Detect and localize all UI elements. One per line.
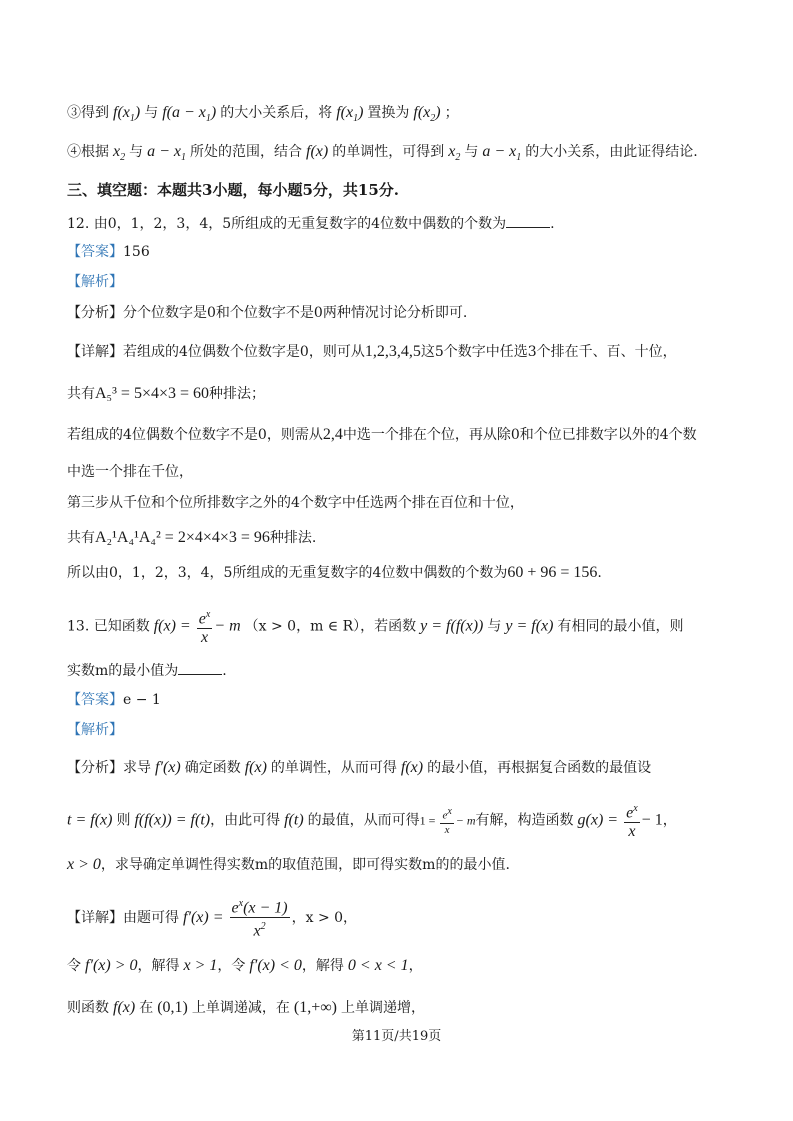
q12-detail-line4: 中选一个排在千位， <box>67 464 193 480</box>
q13-fenxi-line2: t = f(x) 则 f(f(x)) = f(t)，由此可得 f(t) 的最值，从而可得1 = $\frac{e^x}{x}$ − m有解，构造函数 g(x) = $\frac{e^x}{x}$ − 1， <box>67 800 753 841</box>
q12-fenxi: 【分析】分个位数字是0和个位数字不是0两种情况讨论分析即可. <box>67 305 468 321</box>
q12-analysis-tag: 【解析】 <box>67 274 123 290</box>
question-12-stem: 12. 由0，1，2，3，4，5所组成的无重复数字的4位数中偶数的个数为 . <box>67 213 753 234</box>
text-line-step3: ③得到 $f(x_1)$ 与 $f(a - x_1)$ 的大小关系后，将 $f(x_1)$ 置换为 $f(x_2)$ ； <box>67 104 459 125</box>
q13-analysis-tag: 【解析】 <box>67 722 123 738</box>
q13-fenxi-line3: x > 0，求导确定单调性得实数m的取值范围，即可得实数m的的最小值. <box>67 856 510 873</box>
q12-detail-line7: 所以由0，1，2，3，4，5所组成的无重复数字的4位数中偶数的个数为60 + 96 = 156. <box>67 564 602 581</box>
q12-detail-line2: 共有A₅³ = 5×4×3 = 60种排法； <box>67 385 266 402</box>
q13-fenxi-line1: 【分析】求导 f′(x) 确定函数 f(x) 的单调性，从而可得 f(x) 的最小值，再根据复合函数的最值设 <box>67 759 652 776</box>
answer-blank <box>178 660 222 675</box>
question-13-stem: 13. 已知函数 f(x) = $\frac{e^x}{x}$ − m （x > 0，m ∈ R），若函数 y = f(f(x)) 与 y = f(x) 有相同的最小值，则 <box>67 606 753 647</box>
q12-answer: 【答案】156 <box>67 244 150 260</box>
q13-detail-line3: 则函数 f(x) 在 (0,1) 上单调递减，在 (1,+∞) 上单调递增， <box>67 999 425 1016</box>
q13-answer: 【答案】e − 1 <box>67 692 161 708</box>
page-footer: 第11页/共19页 <box>351 1029 442 1044</box>
text-line-step4: ④根据 $x_2$ 与 $a - x_1$ 所处的范围，结合 f(x) 的单调性，可得到 $x_2$ 与 $a - x_1$ 的大小关系，由此证得结论. <box>67 143 698 164</box>
q12-detail-line5: 第三步从千位和个位所排数字之外的4个数字中任选两个排在百位和十位， <box>67 495 524 511</box>
section-title: 三、填空题：本题共3小题，每小题5分，共15分. <box>67 181 399 199</box>
q12-detail-line3: 若组成的4位偶数个位数字不是0，则需从2,4中选一个排在个位，再从除0和个位已排数字以外的4个数 <box>67 426 697 443</box>
answer-tag: 【答案】 <box>67 244 123 260</box>
q12-detail-line6: 共有A₂¹A₄¹A₄² = 2×4×4×3 = 96种排法. <box>67 529 317 546</box>
q12-detail-line1: 【详解】若组成的4位偶数个位数字是0，则可从1,2,3,4,5这5个数字中任选3个排在千、百、十位， <box>67 343 677 360</box>
q13-detail-line2: 令 f′(x) > 0，解得 x > 1，令 f′(x) < 0，解得 0 < x < 1， <box>67 957 423 974</box>
q13-detail-line1: 【详解】由题可得 f′(x) = $\frac{e^x(x - 1)}{x^2}$ ，x > 0， <box>67 895 753 941</box>
answer-blank <box>506 213 550 228</box>
question-13-line2: 实数m的最小值为 . <box>67 660 753 681</box>
